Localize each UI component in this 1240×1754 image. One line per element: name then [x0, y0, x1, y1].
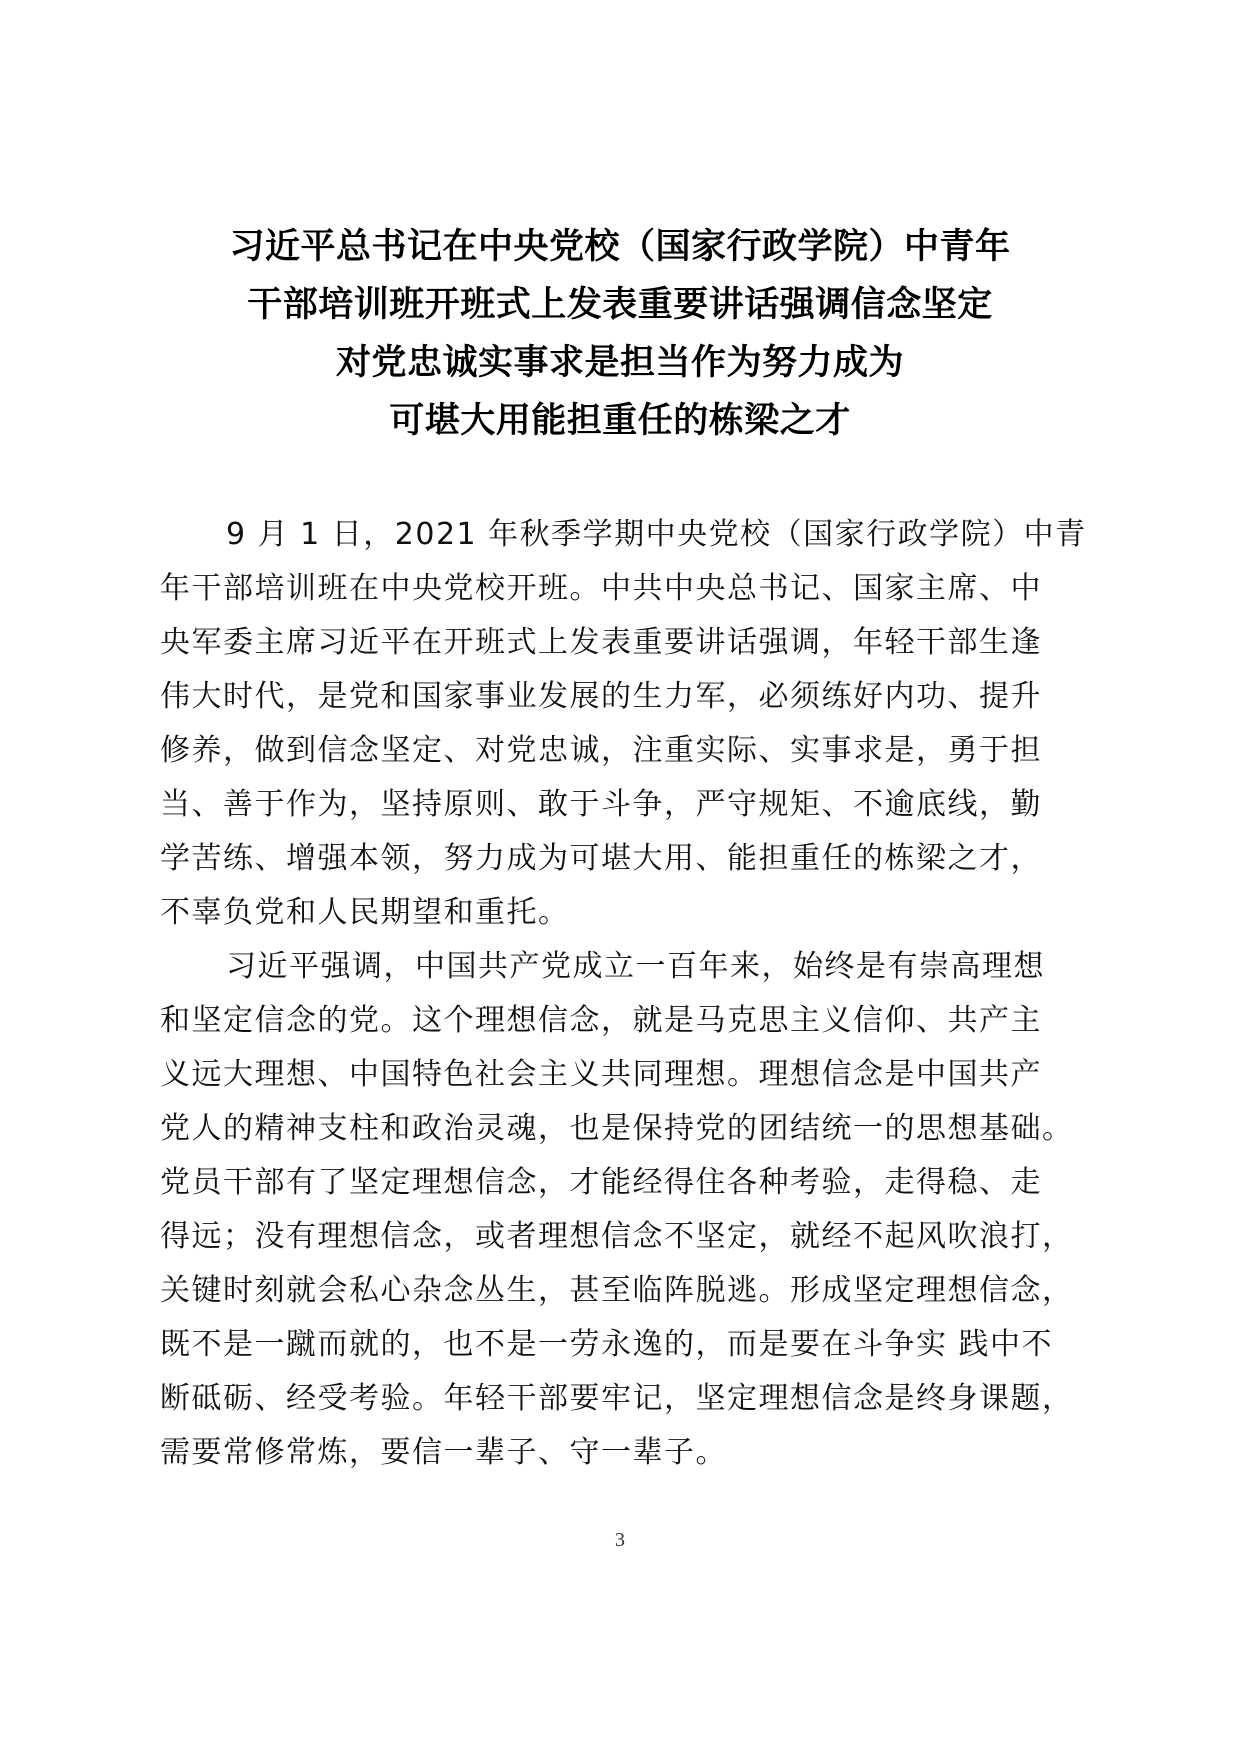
paragraph-line: 不辜负党和人民期望和重托。 — [160, 895, 570, 930]
paragraph-line: 习近平强调，中国共产党成立一百年来，始终是有崇高理想 — [226, 949, 1045, 984]
paragraph-line: 央军委主席习近平在开班式上发表重要讲话强调，年轻干部生逢 — [160, 625, 1042, 660]
paragraph-line: 关键时刻就会私心杂念丛生，甚至临阵脱逃。形成坚定理想信念， — [160, 1273, 1074, 1308]
paragraph-line: 当、善于作为，坚持原则、敢于斗争，严守规矩、不逾底线，勤 — [160, 787, 1042, 822]
paragraph-line: 断砥砺、经受考验。年轻干部要牢记，坚定理想信念是终身课题， — [160, 1381, 1074, 1416]
paragraph-line: 年干部培训班在中央党校开班。中共中央总书记、国家主席、中 — [160, 571, 1042, 606]
paragraph-line: 修养，做到信念坚定、对党忠诚，注重实际、实事求是，勇于担 — [160, 733, 1042, 768]
article-body — [160, 508, 1100, 1480]
page-number: 3 — [615, 1529, 625, 1551]
paragraph-line: 党人的精神支柱和政治灵魂，也是保持党的团结统一的思想基础。 — [160, 1111, 1074, 1146]
paragraph-line: 伟大时代，是党和国家事业发展的生力军，必须练好内功、提升 — [160, 679, 1042, 714]
paragraph-line: 9 月 1 日，2021 年秋季学期中央党校（国家行政学院）中青 — [226, 517, 1087, 552]
paragraph-line: 党员干部有了坚定理想信念，才能经得住各种考验，走得稳、走 — [160, 1165, 1042, 1200]
title-line: 对党忠诚实事求是担当作为努力成为 — [335, 343, 904, 383]
article-title — [150, 218, 1090, 450]
paragraph-line: 和坚定信念的党。这个理想信念，就是马克思主义信仰、共产主 — [160, 1003, 1042, 1038]
paragraph-line: 需要常修常炼，要信一辈子、守一辈子。 — [160, 1435, 727, 1470]
paragraph-2 — [160, 940, 1100, 1480]
title-line: 干部培训班开班式上发表重要讲话强调信念坚定 — [247, 285, 993, 325]
title-line: 习近平总书记在中央党校（国家行政学院）中青年 — [229, 227, 1011, 267]
paragraph-1 — [160, 508, 1100, 940]
paragraph-line: 学苦练、增强本领，努力成为可堪大用、能担重任的栋梁之才， — [160, 841, 1042, 876]
title-line: 可堪大用能担重任的栋梁之才 — [389, 401, 851, 441]
paragraph-line: 既不是一蹴而就的，也不是一劳永逸的，而是要在斗争实 践中不 — [160, 1327, 1054, 1362]
paragraph-line: 义远大理想、中国特色社会主义共同理想。理想信念是中国共产 — [160, 1057, 1042, 1092]
paragraph-line: 得远；没有理想信念，或者理想信念不坚定，就经不起风吹浪打， — [160, 1219, 1074, 1254]
